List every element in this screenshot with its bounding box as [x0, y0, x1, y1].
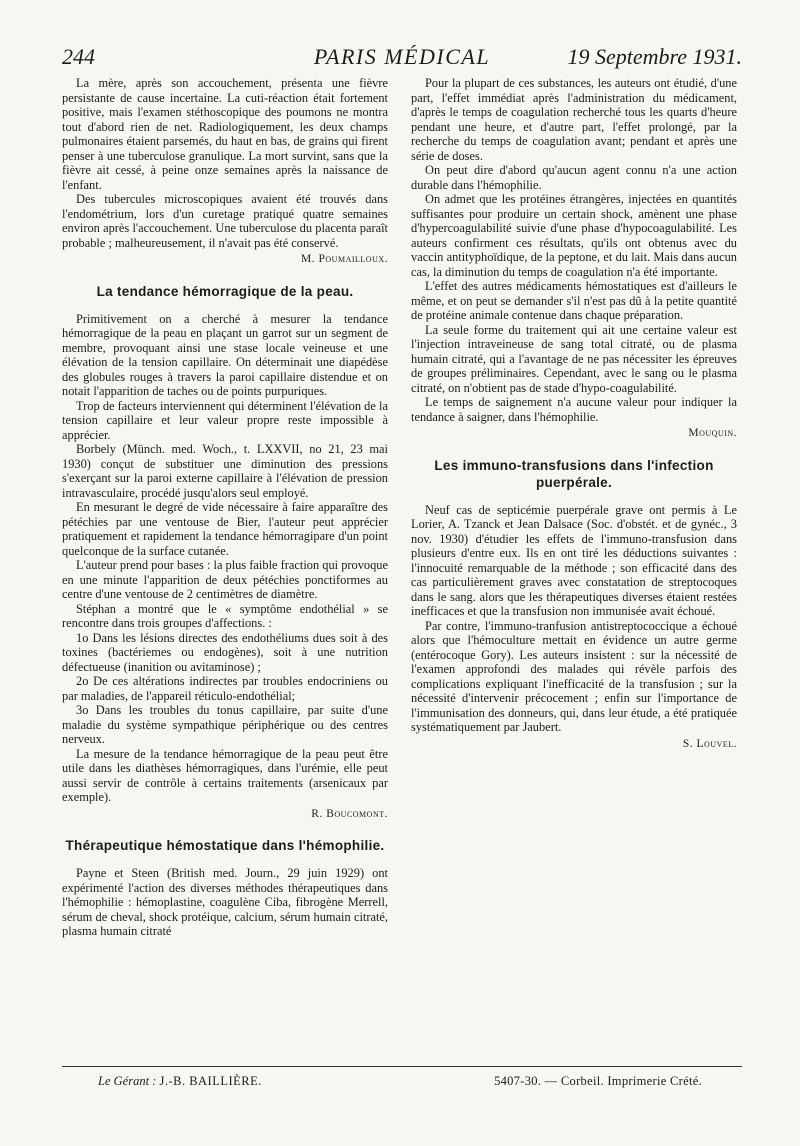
- page-number: 244: [62, 44, 95, 69]
- footer-printer: 5407-30. — Corbeil. Imprimerie Crété.: [494, 1074, 702, 1088]
- footer-gerant: [98, 1074, 262, 1089]
- paragraph: Stéphan a montré que le « symptôme endothélial » se rencontre dans trois groupes d'affections. :: [62, 601, 388, 630]
- author-signature: Mouquin.: [688, 427, 737, 439]
- paragraph: Payne et Steen (British med. Journ., 29 juin 1929) ont expérimenté l'action des diverses méthodes thérapeutiques dans l'hémophilie : hémoplastine, coagulène Ciba, fibrogène Merrell, sérum de cheval, shock protéique, calcium, sérum humain citraté, plasma humain citraté: [62, 866, 388, 938]
- journal-title: PARIS MÉDICAL: [313, 44, 491, 69]
- left-column: [62, 76, 388, 939]
- gerant-name: J.-B. BAILLIÈRE.: [159, 1074, 262, 1088]
- paragraph: On admet que les protéines étrangères, injectées en quantités suffisantes pour produire un certain shock, amènent une phase d'hypercoagulabilité suivie d'une phase d'hypocoagulabilité. Les auteurs confirment ces résultats, qu'ils ont obtenus avec du vaccin antityphoïdique, de la peptone, et du lait. Mais dans aucun cas, la diminution du temps de coagulation n'a été importante.: [411, 192, 737, 279]
- footer-rule: [62, 1066, 742, 1067]
- paragraph: La mesure de la tendance hémorragique de la peau peut être utile dans les diathèses hémorragiques, dans l'urémie, elle peut aussi servir de contrôle à certains traitements (arsenicaux par exemple).: [62, 746, 388, 804]
- paragraph: Primitivement on a cherché à mesurer la tendance hémorragique de la peau en plaçant un garrot sur un segment de membre, provoquant ainsi une stase locale veineuse et une élévation de la tension capillaire. On déterminait une diapédèse des globules rouges à travers la paroi capillaire distendue et on notait l'apparition de taches ou de points purpuriques.: [62, 311, 388, 398]
- paragraph: 1o Dans les lésions directes des endothéliums dues soit à des toxines (bactériemes ou endogènes), soit à une nutrition défectueuse (inanition ou avitaminose) ;: [62, 630, 388, 674]
- gerant-label: Le Gérant :: [98, 1074, 157, 1088]
- paragraph: La seule forme du traitement qui ait une certaine valeur est l'injection intraveineuse de sang total citraté, ou de plasma humain citraté, qui a l'avantage de ne pas nécessiter les épreuves de groupes préliminaires. Cependant, avec le sang ou le plasma citraté, on n'obtient pas de stade d'hypo-coagulabilité.: [411, 322, 737, 395]
- paragraph: Neuf cas de septicémie puerpérale grave ont permis à Le Lorier, A. Tzanck et Jean Dalsace (Soc. d'obstét. et de gynéc., 3 nov. 1930) d'étudier les effets de l'immuno-transfusion dans plusieurs d'entre eux. Ils en ont tiré les déductions suivantes : l'innocuité remarquable de la méthode ; son efficacité dans des cas particulièrement graves avec constatation de streptocoques dans le sang. alors que les thérapeutiques diverses étaient restées inefficaces et que la transfusion non immunisée avait échoué.: [411, 502, 737, 618]
- paragraph: 3o Dans les troubles du tonus capillaire, par suite d'une maladie du système sympathique périphérique ou des centres nerveux.: [62, 703, 388, 746]
- author-signature: M. Poumailloux.: [301, 253, 388, 265]
- section-heading: La tendance hémorragique de la peau.: [96, 283, 354, 299]
- paragraph: En mesurant le degré de vide nécessaire à faire apparaître des pétéchies par une ventouse de Bier, l'auteur peut apprécier pratiquement et rapidement la tendance hémorragipare d'un point quelconque de la surface cutanée.: [62, 500, 388, 558]
- paragraph: Trop de facteurs interviennent qui déterminent l'élévation de la tension capillaire et leur valeur propre reste impossible à apprécier.: [62, 398, 388, 442]
- section-heading: Thérapeutique hémostatique dans l'hémophilie.: [65, 838, 385, 853]
- paragraph: On peut dire d'abord qu'aucun agent connu n'a une action durable dans l'hémophilie.: [411, 163, 737, 192]
- running-header: [62, 44, 742, 74]
- paragraph: Par contre, l'immuno-tranfusion antistreptococcique a échoué alors que l'hémoculture mettait en évidence un autre germe (entérocoque Gory). Les auteurs insistent : sur la nécessité de l'examen approfondi des malades qui révèle parfois des complications expliquant l'inefficacité de la transfusion ; sur la nécessité d'intervenir précocement ; enfin sur l'importance de l'immunisation des donneurs, qui, dans leur étude, a été pratiquée systématiquement par Jaubert.: [411, 618, 737, 734]
- author-signature: S. Louvel.: [682, 737, 737, 750]
- paragraph: Pour la plupart de ces substances, les auteurs ont étudié, d'une part, l'effet immédiat après l'administration du médicament, d'après le temps de coagulation recherché tous les quarts d'heure pendant une heure, et d'autre part, l'effet prolongé, par la recherche du temps de coagulation avant; pendant et après une série de doses.: [411, 76, 737, 163]
- paragraph: L'auteur prend pour bases : la plus faible fraction qui provoque en une minute l'apparition de deux pétéchies ponctiformes au centre d'une ventouse de 2 centimètres de diamètre.: [62, 558, 388, 601]
- paragraph: La mère, après son accouchement, présenta une fièvre persistante de cause incertaine. La cuti-réaction était fortement positive, mais l'examen stéthoscopique des poumons ne montra tout d'abord rien de net. Radiologiquement, les deux champs pulmonaires étaient parsemés, du haut en bas, de grains qui firent penser à une tuberculose granulique. La mort survint, sans que la fièvre ait cessé, à peine onze semaines après la naissance de l'enfant.: [62, 76, 388, 192]
- paragraph: Le temps de saignement n'a aucune valeur pour indiquer la tendance à saigner, dans l'hémophilie.: [411, 395, 737, 424]
- author-signature: R. Boucomont.: [311, 807, 388, 820]
- paragraph: Borbely (Münch. med. Woch., t. LXXVII, no 21, 23 mai 1930) conçut de substituer une diminution des pressions s'exerçant sur la paroi externe capillaire à l'élévation de pression intravasculaire, procédé jusqu'alors seul employé.: [62, 442, 388, 500]
- paragraph: Des tubercules microscopiques avaient été trouvés dans l'endométrium, lors d'un curetage pratiqué quatre semaines environ après l'accouchement. Une tuberculose du placenta paraît probable ; malheureusement, il n'avait pas été conservé.: [62, 192, 388, 250]
- section-heading: Les immuno-transfusions dans l'infection puerpérale.: [434, 457, 714, 490]
- paragraph: L'effet des autres médicaments hémostatiques est d'ailleurs le même, et on peut se demander s'il n'est pas dû à la petite quantité de protéine animale contenue dans chaque préparation.: [411, 279, 737, 322]
- paragraph: 2o De ces altérations indirectes par troubles endocriniens ou par maladies, de l'appareil réticulo-endothélial;: [62, 674, 388, 703]
- issue-date: 19 Septembre 1931.: [567, 44, 742, 69]
- right-column: [411, 76, 737, 751]
